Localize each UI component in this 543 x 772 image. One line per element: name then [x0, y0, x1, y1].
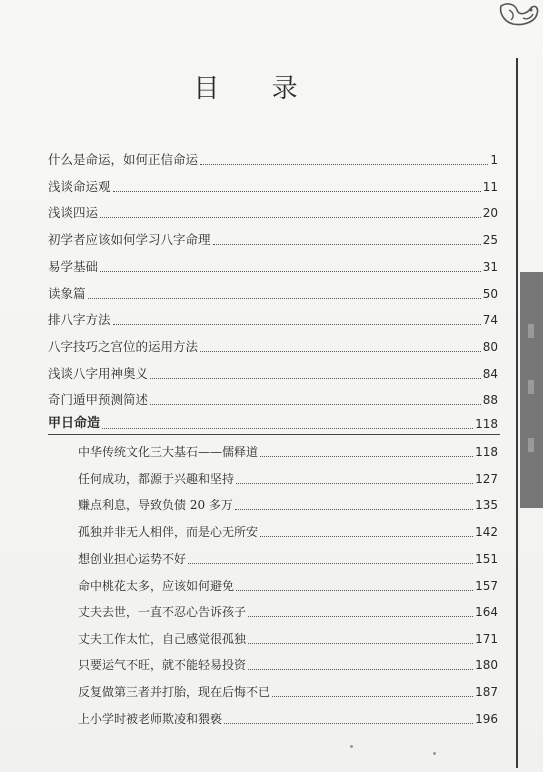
toc-entry[interactable] [48, 179, 498, 195]
toc-entry-label: 什么是命运，如何正信命运 [48, 152, 199, 167]
dragon-logo-icon [497, 0, 541, 30]
toc-subentry-page: 118 [475, 445, 498, 459]
side-thumb-tab [520, 272, 543, 508]
toc-entry-label: 排八字方法 [48, 312, 111, 327]
toc-entry-label: 奇门遁甲预测简述 [48, 392, 149, 407]
toc-subentry[interactable] [78, 684, 498, 700]
toc-subentry-label: 孤独并非无人相伴，而是心无所安 [78, 525, 259, 539]
toc-subentry-label: 反复做第三者并打胎，现在后悔不已 [78, 685, 271, 699]
toc-subentry-page: 180 [475, 658, 498, 672]
toc-entry[interactable] [48, 232, 498, 248]
leader-dots [100, 271, 481, 272]
toc-subentry[interactable] [78, 604, 498, 620]
toc-entry[interactable] [48, 205, 498, 221]
toc-subentry-label: 中华传统文化三大基石——儒释道 [78, 445, 259, 459]
toc-subentry-page: 164 [475, 605, 498, 619]
page-title: 目 录 [193, 74, 320, 104]
leader-dots [102, 428, 473, 429]
toc-subentry-label: 任何成功，都源于兴趣和坚持 [78, 472, 235, 486]
leader-dots [248, 669, 473, 670]
leader-dots [113, 191, 481, 192]
toc-subentry-label: 丈夫工作太忙，自己感觉很孤独 [78, 632, 247, 646]
toc-entry-page: 50 [482, 287, 498, 301]
toc-entry-page: 11 [482, 180, 498, 194]
toc-subentry[interactable] [78, 471, 498, 487]
leader-dots [150, 378, 481, 379]
toc-entry-page: 1 [490, 153, 498, 167]
toc-entry-page: 84 [482, 367, 498, 381]
toc-subentry-page: 196 [475, 712, 498, 726]
toc-subentry-page: 171 [475, 632, 498, 646]
toc-subentry-label: 赚点利息，导致负债 20 多万 [78, 498, 233, 512]
toc-entry-label: 易学基础 [48, 259, 99, 274]
toc-entry[interactable] [48, 312, 498, 328]
toc-entry-label: 浅谈八字用神奥义 [48, 366, 149, 381]
toc-subentry[interactable] [78, 657, 498, 673]
toc-subentry-label: 想创业担心运势不好 [78, 552, 187, 566]
leader-dots [88, 298, 481, 299]
toc-entry[interactable] [48, 286, 498, 302]
toc-subentry[interactable] [78, 578, 498, 594]
toc-entry-page: 88 [482, 393, 498, 407]
toc-entry[interactable] [48, 259, 498, 275]
toc-subentry[interactable] [78, 551, 498, 567]
right-margin-rule [516, 58, 518, 768]
leader-dots [113, 324, 481, 325]
toc-subentry-page: 127 [475, 472, 498, 486]
leader-dots [248, 643, 473, 644]
toc-subentry-label: 丈夫去世，一直不忍心告诉孩子 [78, 605, 247, 619]
leader-dots [235, 509, 473, 510]
leader-dots [100, 217, 481, 218]
leader-dots [260, 536, 473, 537]
toc-subentry-page: 135 [475, 498, 498, 512]
toc-subentry-page: 142 [475, 525, 498, 539]
toc-entry[interactable] [48, 366, 498, 382]
toc-subentry[interactable] [78, 631, 498, 647]
leader-dots [224, 723, 473, 724]
toc-entry[interactable] [48, 152, 498, 168]
toc-subentry-page: 151 [475, 552, 498, 566]
toc-subentry-label: 只要运气不旺，就不能轻易投资 [78, 658, 247, 672]
toc-entry-label: 八字技巧之宫位的运用方法 [48, 339, 199, 354]
leader-dots [213, 244, 481, 245]
leader-dots [200, 164, 488, 165]
toc-entry-page: 74 [482, 313, 498, 327]
toc-subentry-page: 157 [475, 579, 498, 593]
leader-dots [272, 696, 473, 697]
toc-entry[interactable] [48, 392, 498, 408]
toc-entry-page: 31 [482, 260, 498, 274]
toc-subentry[interactable] [78, 524, 498, 540]
leader-dots [248, 616, 473, 617]
section-divider [48, 434, 500, 435]
toc-entry-label: 读象篇 [48, 286, 86, 301]
leader-dots [260, 456, 473, 457]
toc-section-page: 118 [475, 417, 498, 431]
toc-subentry-label: 上小学时被老师欺凌和猥亵 [78, 712, 223, 726]
toc-subentry[interactable] [78, 444, 498, 460]
toc-entry-page: 25 [482, 233, 498, 247]
leader-dots [188, 563, 473, 564]
leader-dots [200, 351, 481, 352]
toc-section-heading[interactable] [48, 416, 498, 432]
leader-dots [236, 483, 473, 484]
toc-entry-page: 80 [482, 340, 498, 354]
toc-subentry[interactable] [78, 497, 498, 513]
toc-entry-page: 20 [482, 206, 498, 220]
scan-speck [350, 745, 353, 748]
leader-dots [150, 404, 481, 405]
toc-entry-label: 初学者应该如何学习八字命理 [48, 232, 211, 247]
toc-section-label: 甲日命造 [48, 416, 101, 431]
toc-entry-label: 浅谈四运 [48, 205, 99, 220]
scan-speck [433, 752, 436, 755]
toc-entry[interactable] [48, 339, 498, 355]
toc-subentry[interactable] [78, 711, 498, 727]
toc-subentry-label: 命中桃花太多，应该如何避免 [78, 579, 235, 593]
toc-entry-label: 浅谈命运观 [48, 179, 111, 194]
leader-dots [236, 590, 473, 591]
toc-subentry-page: 187 [475, 685, 498, 699]
